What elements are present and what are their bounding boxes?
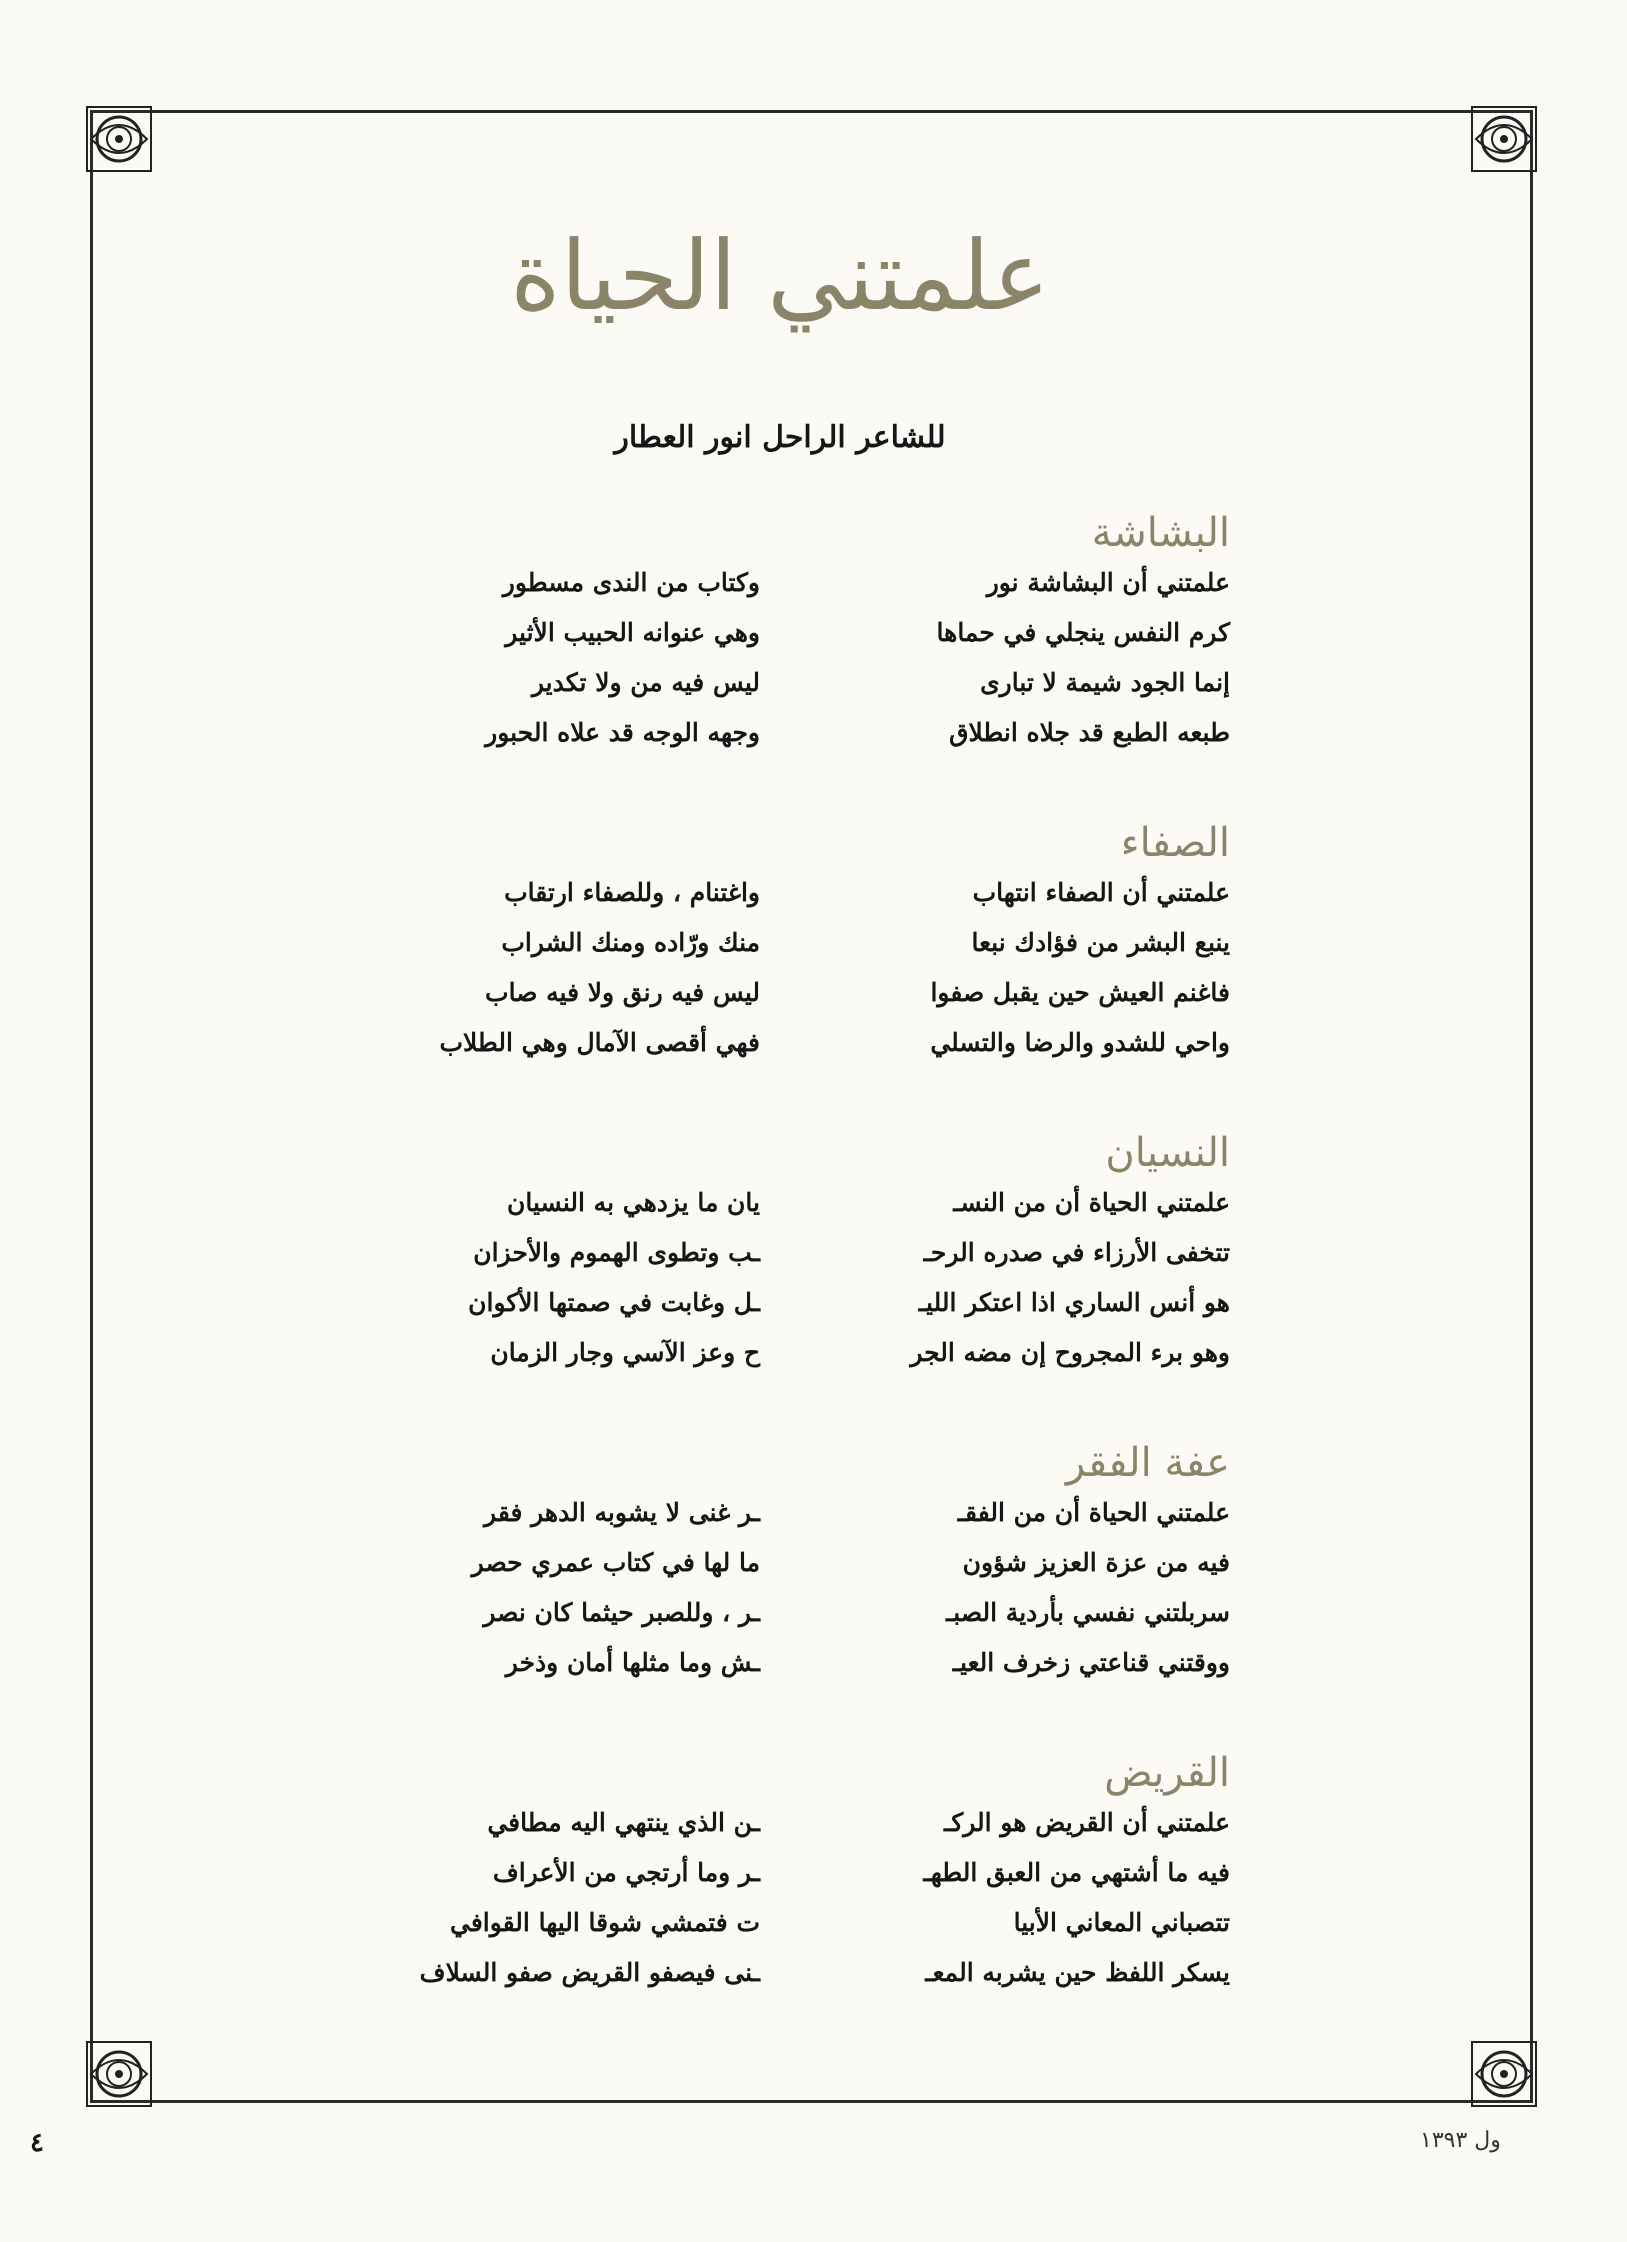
first-hemistich: كرم النفس ينجلي في حماها (936, 618, 1230, 647)
second-hemistich: وجهه الوجه قد علاه الحبور (485, 718, 760, 747)
page-number: ٤ (30, 2128, 44, 2158)
second-hemistich: واغتنام ، وللصفاء ارتقاب (504, 878, 760, 907)
verse-line (360, 1958, 1260, 2008)
poet-byline: للشاعر الراحل انور العطار (614, 420, 946, 455)
second-hemistich: ـب وتطوى الهموم والأحزان (473, 1238, 760, 1267)
first-hemistich: طبعه الطبع قد جلاه انطلاق (949, 718, 1230, 747)
verse-line (360, 1908, 1260, 1958)
second-hemistich: ـر وما أرتجي من الأعراف (492, 1858, 760, 1887)
first-hemistich: واحي للشدو والرضا والتسلي (930, 1028, 1230, 1057)
poem-title: علمتني الحياة (510, 220, 1050, 332)
verse-line (360, 878, 1260, 928)
second-hemistich: وهي عنوانه الحبيب الأثير (505, 618, 760, 647)
issue-date: ول ١٣٩٣ (1420, 2128, 1501, 2153)
second-hemistich: ـش وما مثلها أمان وذخر (505, 1648, 760, 1677)
corner-ornament-icon (1468, 103, 1540, 175)
corner-ornament-icon (83, 2038, 155, 2110)
stanza-title: البشاشة (1091, 510, 1230, 556)
first-hemistich: ووقتني قناعتي زخرف العيـ (952, 1648, 1230, 1677)
second-hemistich: يان ما يزدهي به النسيان (507, 1188, 760, 1217)
corner-ornament-icon (83, 103, 155, 175)
first-hemistich: هو أنس الساري اذا اعتكر الليـ (918, 1288, 1230, 1317)
stanza (360, 1440, 1260, 1708)
second-hemistich: ـن الذي ينتهي اليه مطافي (487, 1808, 760, 1837)
verse-line (360, 1598, 1260, 1648)
verse-line (360, 978, 1260, 1028)
second-hemistich: ـنى فيصفو القريض صفو السلاف (419, 1958, 760, 1987)
stanza-title: النسيان (1105, 1130, 1230, 1176)
stanza (360, 1750, 1260, 2018)
second-hemistich: ليس فيه من ولا تكدير (531, 668, 760, 697)
second-hemistich: ح وعز الآسي وجار الزمان (490, 1338, 760, 1367)
second-hemistich: ـر غنى لا يشوبه الدهر فقر (484, 1498, 760, 1527)
first-hemistich: علمتني الحياة أن من النسـ (953, 1188, 1230, 1217)
second-hemistich: ت فتمشي شوقا اليها القوافي (450, 1908, 760, 1937)
verse-line (360, 1648, 1260, 1698)
stanza (360, 510, 1260, 778)
first-hemistich: فيه من عزة العزيز شؤون (962, 1548, 1230, 1577)
first-hemistich: يسكر اللفظ حين يشربه المعـ (925, 1958, 1230, 1987)
first-hemistich: ينبع البشر من فؤادك نبعا (971, 928, 1230, 957)
first-hemistich: تتخفى الأرزاء في صدره الرحـ (923, 1238, 1230, 1267)
stanza-title: عفة الفقر (1065, 1440, 1230, 1486)
first-hemistich: علمتني أن الصفاء انتهاب (972, 878, 1230, 907)
verse-line (360, 618, 1260, 668)
second-hemistich: ـر ، وللصبر حيثما كان نصر (483, 1598, 760, 1627)
second-hemistich: وكتاب من الندى مسطور (502, 568, 760, 597)
first-hemistich: إنما الجود شيمة لا تبارى (980, 668, 1230, 697)
verse-line (360, 1338, 1260, 1388)
second-hemistich: فهي أقصى الآمال وهي الطلاب (439, 1028, 760, 1057)
first-hemistich: علمتني أن البشاشة نور (986, 568, 1230, 597)
stanza (360, 820, 1260, 1088)
verse-line (360, 1188, 1260, 1238)
verse-line (360, 1238, 1260, 1288)
verse-line (360, 568, 1260, 618)
corner-ornament-icon (1468, 2038, 1540, 2110)
stanza-title: القريض (1104, 1750, 1230, 1796)
stanza (360, 1130, 1260, 1398)
verse-line (360, 1808, 1260, 1858)
verse-line (360, 668, 1260, 718)
verse-line (360, 1288, 1260, 1338)
first-hemistich: علمتني الحياة أن من الفقـ (957, 1498, 1230, 1527)
verse-line (360, 718, 1260, 768)
first-hemistich: وهو برء المجروح إن مضه الجر (910, 1338, 1230, 1367)
first-hemistich: علمتني أن القريض هو الركـ (944, 1808, 1230, 1837)
first-hemistich: فيه ما أشتهي من العبق الطهـ (923, 1858, 1230, 1887)
stanza-title: الصفاء (1120, 820, 1230, 866)
verse-line (360, 1028, 1260, 1078)
second-hemistich: ـل وغابت في صمتها الأكوان (468, 1288, 760, 1317)
second-hemistich: ليس فيه رنق ولا فيه صاب (485, 978, 760, 1007)
verse-line (360, 1548, 1260, 1598)
first-hemistich: سربلتني نفسي بأردية الصبـ (945, 1598, 1230, 1627)
verse-line (360, 928, 1260, 978)
first-hemistich: فاغنم العيش حين يقبل صفوا (930, 978, 1230, 1007)
verse-line (360, 1498, 1260, 1548)
first-hemistich: تتصباني المعاني الأبيا (1013, 1908, 1230, 1937)
verse-line (360, 1858, 1260, 1908)
second-hemistich: منك ورّاده ومنك الشراب (501, 928, 760, 957)
second-hemistich: ما لها في كتاب عمري حصر (471, 1548, 760, 1577)
